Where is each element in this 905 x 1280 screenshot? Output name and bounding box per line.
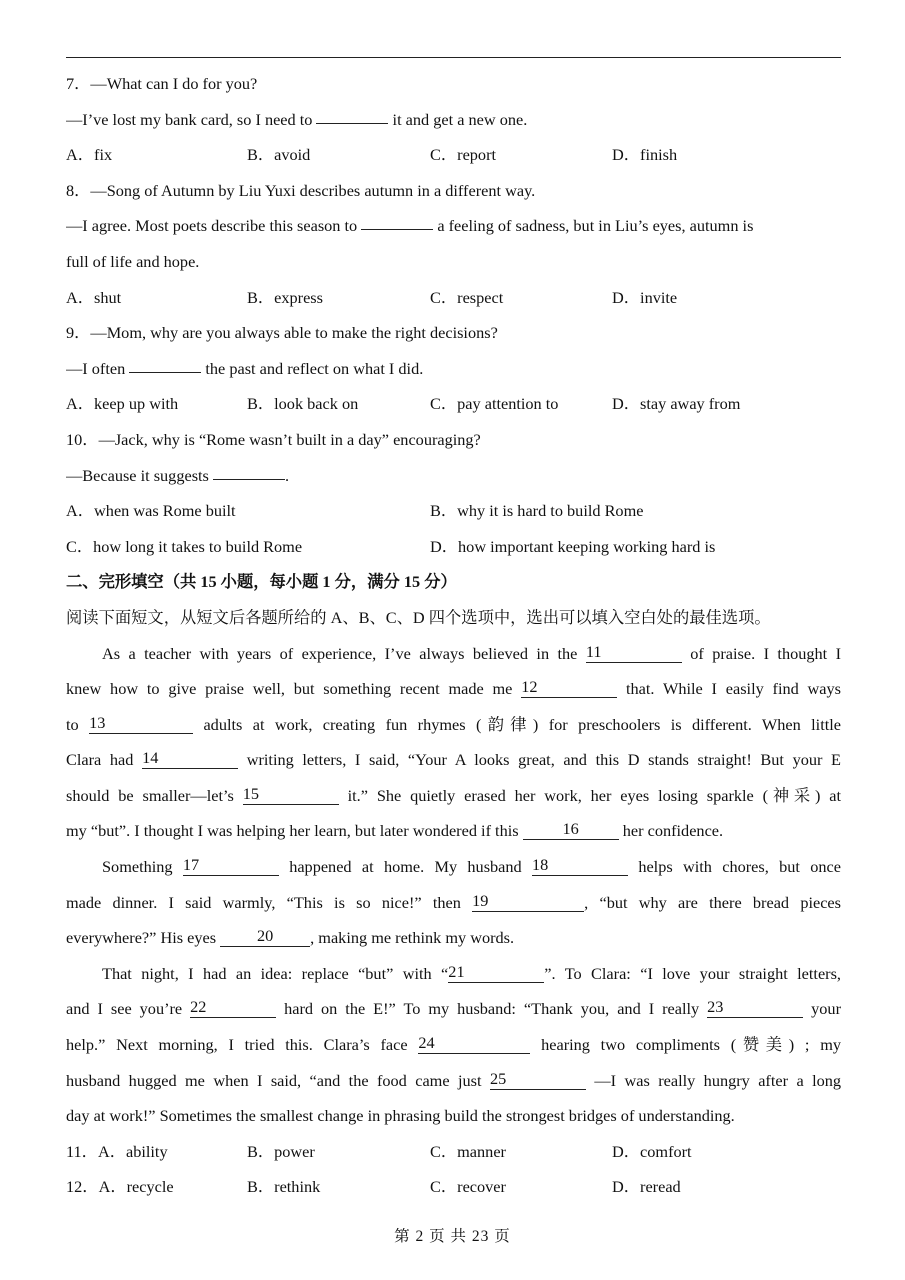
answer-blank	[213, 462, 285, 480]
q8-answer: —I agree. Most poets describe this season to a feeling of sadness, but in Liu’s eyes, autumn is	[66, 208, 841, 244]
option-a: A．shut	[66, 287, 122, 307]
header-rule	[66, 57, 841, 58]
option-a: 12．A．recycle	[66, 1177, 174, 1197]
passage-line: and I see you’re 22 hard on the E!” To my husband: “Thank you, and I really 23 your	[66, 997, 841, 1019]
option-c: C．pay attention to	[430, 394, 559, 414]
q8-options	[66, 280, 841, 316]
option-b: B．look back on	[247, 394, 359, 414]
q11-options	[66, 1134, 841, 1170]
passage-line: to 13 adults at work, creating fun rhymes (韵律) for preschoolers is different. When little	[66, 712, 841, 734]
q12-options	[66, 1169, 841, 1205]
q10-options-cd	[66, 529, 841, 565]
q7-options	[66, 137, 841, 173]
option-d: D．how important keeping working hard is	[430, 536, 716, 556]
passage-line: everywhere?” His eyes 20 , making me rethink my words.	[66, 926, 515, 948]
option-a: A．fix	[66, 145, 113, 165]
option-c: C．manner	[430, 1141, 506, 1161]
section-instruction: 阅读下面短文，从短文后各题所给的 A、B、C、D 四个选项中，选出可以填入空白处的最佳选项。	[66, 607, 771, 627]
q7-answer: —I’ve lost my bank card, so I need to it and get a new one.	[66, 102, 841, 138]
blank-15: 15	[243, 784, 339, 805]
passage-line: As a teacher with years of experience, I’ve always believed in the 11 of praise. I thought I	[102, 641, 841, 663]
q10-options-ab	[66, 493, 841, 529]
blank-18: 18	[532, 855, 628, 876]
blank-16: 16	[523, 819, 619, 840]
blank-12: 12	[521, 677, 617, 698]
passage-line: Clara had 14 writing letters, I said, “Your A looks great, and this D stands straight! But your E	[66, 748, 841, 770]
passage-line: should be smaller—let’s 15 it.” She quietly erased her work, her eyes losing sparkle (神采) at	[66, 783, 841, 805]
option-b: B．power	[247, 1141, 315, 1161]
passage-line: Something 17 happened at home. My husband 18 helps with chores, but once	[102, 855, 841, 877]
option-b: B．express	[247, 287, 323, 307]
q7-question: 7．—What can I do for you?	[66, 74, 258, 93]
page-content	[66, 66, 841, 1205]
page-footer: 第 2 页 共 23 页	[394, 1228, 511, 1245]
option-d: D．invite	[612, 287, 678, 307]
answer-blank	[361, 212, 433, 230]
option-d: D．reread	[612, 1177, 681, 1197]
option-d: D．comfort	[612, 1141, 692, 1161]
q8-question: 8．—Song of Autumn by Liu Yuxi describes autumn in a different way.	[66, 180, 536, 200]
option-c: C．respect	[430, 287, 504, 307]
option-b: B．avoid	[247, 145, 311, 165]
q9-question: 9．—Mom, why are you always able to make the right decisions?	[66, 323, 498, 343]
section-heading: 二、完形填空（共 15 小题，每小题 1 分，满分 15 分）	[66, 572, 457, 592]
blank-20: 20	[220, 926, 310, 947]
blank-22: 22	[190, 997, 276, 1018]
passage-line: knew how to give praise well, but something recent made me 12 that. While I easily find ways	[66, 677, 841, 699]
passage-line: That night, I had an idea: replace “but” with “21 ”. To Clara: “I love your straight letters,	[102, 961, 841, 983]
option-b: B．rethink	[247, 1177, 321, 1197]
blank-25: 25	[490, 1069, 586, 1090]
option-c: C．how long it takes to build Rome	[66, 536, 303, 556]
option-d: D．stay away from	[612, 394, 741, 414]
option-a: A．when was Rome built	[66, 501, 236, 521]
passage-line: husband hugged me when I said, “and the food came just 25 —I was really hungry after a long	[66, 1068, 841, 1090]
q8-answer-cont: full of life and hope.	[66, 251, 200, 271]
blank-14: 14	[142, 748, 238, 769]
blank-11: 11	[586, 642, 682, 663]
answer-blank	[316, 106, 388, 124]
passage-line: help.” Next morning, I tried this. Clara’s face 24 hearing two compliments (赞美) ; my	[66, 1033, 841, 1055]
q9-answer: —I often the past and reflect on what I did.	[66, 351, 841, 387]
passage-line: made dinner. I said warmly, “This is so nice!” then 19 , “but why are there bread pieces	[66, 890, 841, 912]
blank-24: 24	[418, 1033, 530, 1054]
option-b: B．why it is hard to build Rome	[430, 501, 644, 521]
q10-question: 10．—Jack, why is “Rome wasn’t built in a day” encouraging?	[66, 429, 481, 449]
option-c: C．recover	[430, 1177, 506, 1197]
q9-options	[66, 386, 841, 422]
option-a: A．keep up with	[66, 394, 179, 414]
blank-23: 23	[707, 997, 803, 1018]
passage-line: my “but”. I thought I was helping her learn, but later wondered if this 16 her confidence.	[66, 819, 724, 841]
blank-21: 21	[448, 962, 544, 983]
blank-19: 19	[472, 891, 584, 912]
blank-13: 13	[89, 713, 193, 734]
blank-17: 17	[183, 855, 279, 876]
answer-blank	[129, 355, 201, 373]
passage-line: day at work!” Sometimes the smallest change in phrasing build the strongest bridges of understanding.	[66, 1106, 735, 1126]
option-d: D．finish	[612, 145, 678, 165]
option-c: C．report	[430, 145, 497, 165]
option-a: 11．A．ability	[66, 1141, 168, 1161]
q10-answer: —Because it suggests .	[66, 458, 841, 494]
